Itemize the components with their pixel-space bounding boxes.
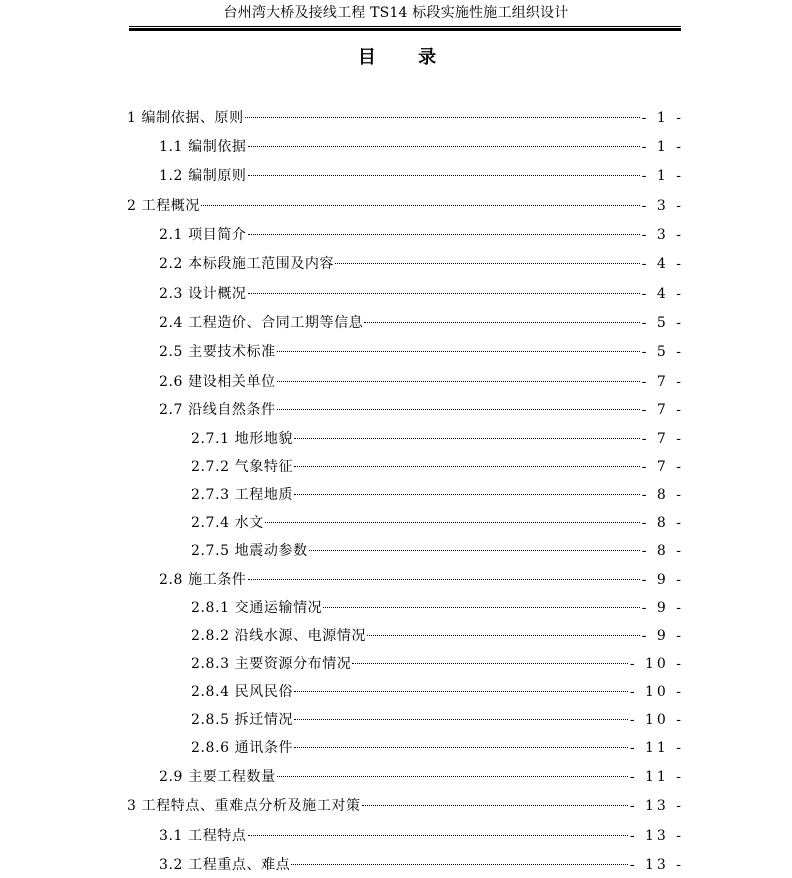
toc-entry-label: 2.2 本标段施工范围及内容 [159,256,335,272]
toc-dot-leader [248,579,640,580]
toc-entry-label: 2.8 施工条件 [159,572,247,588]
toc-entry-label: 2.7.3 工程地质 [191,487,294,503]
toc-entry-page-number: - 10 - [629,656,684,672]
toc-entry-label: 2.8.3 主要资源分布情况 [191,656,352,672]
toc-dot-leader [367,635,640,636]
toc-dot-leader [277,351,640,352]
toc-entry-label: 2.7 沿线自然条件 [159,402,276,418]
toc-entry-page-number: - 7 - [641,374,684,390]
toc-entry-page-number: - 7 - [641,459,684,475]
toc-entry[interactable] [191,654,684,674]
toc-entry-label: 1 编制依据、原则 [127,110,244,126]
toc-entry-page-number: - 9 - [641,572,684,588]
toc-dot-leader [277,381,640,382]
toc-entry[interactable] [191,598,684,618]
toc-entry[interactable] [159,372,684,392]
toc-entry[interactable] [127,108,684,128]
toc-entry-page-number: - 5 - [641,344,684,360]
toc-dot-leader [291,864,627,865]
toc-entry-label: 2.9 主要工程数量 [159,769,276,785]
toc-entry[interactable] [191,457,684,477]
toc-entry[interactable] [191,682,684,702]
toc-entry-page-number: - 4 - [641,256,684,272]
toc-entry-label: 3.1 工程特点 [159,828,247,844]
toc-entry-label: 2.6 建设相关单位 [159,374,276,390]
toc-dot-leader [294,691,628,692]
toc-dot-leader [248,234,640,235]
toc-entry-page-number: - 7 - [641,402,684,418]
toc-entry-page-number: - 7 - [641,431,684,447]
toc-entry-page-number: - 11 - [629,740,684,756]
toc-entry[interactable] [191,738,684,758]
toc-entry-page-number: - 1 - [641,139,684,155]
toc-entry[interactable] [159,570,684,590]
toc-dot-leader [294,438,640,439]
toc-dot-leader [294,719,628,720]
toc-entry-label: 2.5 主要技术标准 [159,344,276,360]
toc-dot-leader [352,663,627,664]
toc-entry-page-number: - 8 - [641,515,684,531]
toc-entry-label: 2 工程概况 [127,198,200,214]
toc-dot-leader [294,494,640,495]
toc-entry-page-number: - 4 - [641,286,684,302]
toc-entry[interactable] [159,855,684,875]
toc-entry[interactable] [191,541,684,561]
toc-entry-label: 3 工程特点、重难点分析及施工对策 [127,798,361,814]
toc-entry-page-number: - 9 - [641,628,684,644]
toc-dot-leader [277,776,628,777]
toc-dot-leader [248,146,640,147]
toc-dot-leader [335,263,640,264]
toc-entry[interactable] [159,313,684,333]
toc-entry[interactable] [159,767,684,787]
toc-dot-leader [309,550,640,551]
toc-entry-page-number: - 11 - [629,769,684,785]
toc-dot-leader [364,322,639,323]
toc-entry[interactable] [127,196,684,216]
toc-entry-label: 2.1 项目简介 [159,227,247,243]
toc-dot-leader [277,409,640,410]
toc-dot-leader [294,747,628,748]
toc-entry-label: 2.3 设计概况 [159,286,247,302]
toc-entry-page-number: - 1 - [641,168,684,184]
toc-entry[interactable] [191,626,684,646]
toc-entry-label: 2.8.4 民风民俗 [191,684,294,700]
toc-entry[interactable] [159,400,684,420]
toc-entry-label: 2.8.1 交通运输情况 [191,600,323,616]
toc-entry[interactable] [159,166,684,186]
toc-entry-label: 2.7.5 地震动参数 [191,543,308,559]
toc-dot-leader [245,117,640,118]
toc-dot-leader [201,205,640,206]
toc-entry-label: 1.1 编制依据 [159,139,247,155]
toc-entry-label: 2.8.2 沿线水源、电源情况 [191,628,367,644]
toc-entry[interactable] [191,710,684,730]
toc-entry-label: 2.7.2 气象特征 [191,459,294,475]
toc-entry-page-number: - 13 - [629,828,684,844]
toc-entry-label: 1.2 编制原则 [159,168,247,184]
toc-entry-page-number: - 3 - [641,198,684,214]
toc-entry-label: 2.4 工程造价、合同工期等信息 [159,315,364,331]
toc-dot-leader [248,293,640,294]
toc-entry-page-number: - 1 - [641,110,684,126]
toc-entry-label: 2.8.6 通讯条件 [191,740,294,756]
toc-entry-page-number: - 8 - [641,543,684,559]
toc-dot-leader [248,835,628,836]
toc-entry-page-number: - 5 - [641,315,684,331]
toc-entry[interactable] [159,225,684,245]
toc-entry[interactable] [159,284,684,304]
toc-entry-page-number: - 3 - [641,227,684,243]
toc-entry-label: 2.8.5 拆迁情况 [191,712,294,728]
toc-entry[interactable] [159,137,684,157]
toc-dot-leader [294,466,640,467]
toc-entry-label: 2.7.4 水文 [191,515,264,531]
toc-entry-page-number: - 13 - [629,798,684,814]
toc-dot-leader [362,805,628,806]
toc-title: 目 录 [357,47,455,68]
toc-entry-page-number: - 10 - [629,684,684,700]
toc-entry[interactable] [127,796,684,816]
toc-entry-page-number: - 9 - [641,600,684,616]
toc-entry[interactable] [159,826,684,846]
toc-entry[interactable] [159,254,684,274]
toc-dot-leader [265,522,640,523]
toc-entry[interactable] [191,513,684,533]
toc-entry[interactable] [191,485,684,505]
toc-entry-page-number: - 13 - [629,857,684,873]
toc-entry-label: 3.2 工程重点、难点 [159,857,291,873]
toc-entry-page-number: - 10 - [629,712,684,728]
toc-dot-leader [323,607,639,608]
toc-entry[interactable] [159,342,684,362]
toc-dot-leader [248,175,640,176]
toc-entry-page-number: - 8 - [641,487,684,503]
page-header: 台州湾大桥及接线工程 TS14 标段实施性施工组织设计 [223,5,569,21]
toc-entry-label: 2.7.1 地形地貌 [191,431,294,447]
toc-entry[interactable] [191,429,684,449]
